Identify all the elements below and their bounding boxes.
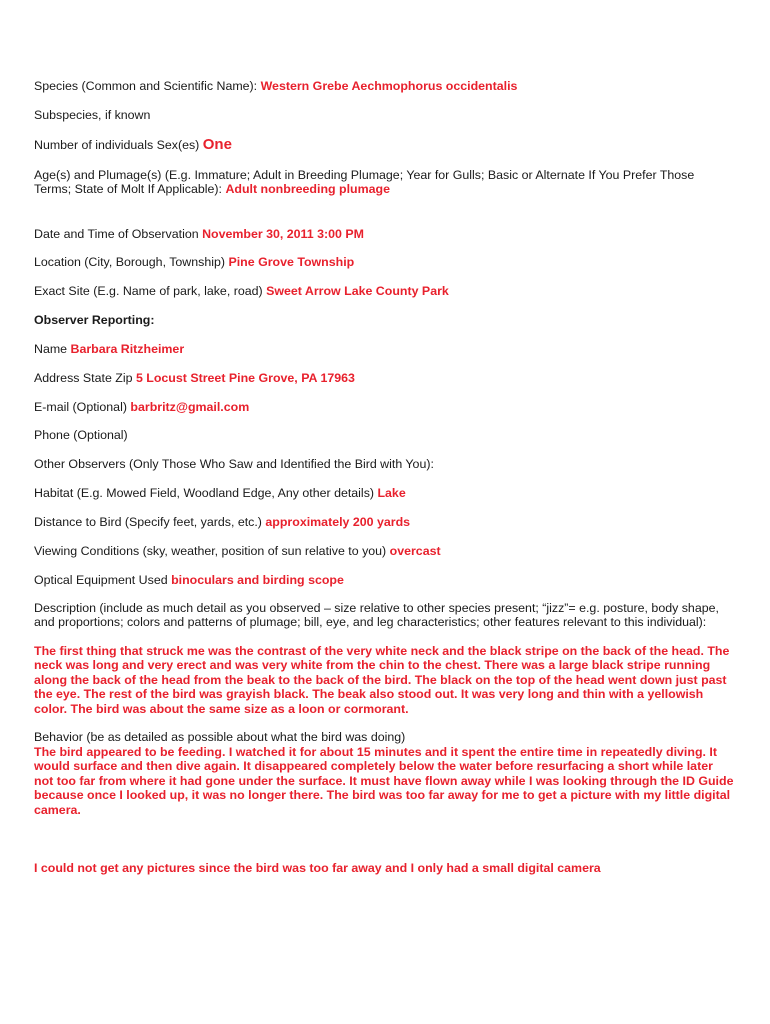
subspecies-row xyxy=(34,108,734,122)
name-row xyxy=(34,342,734,356)
optical-value: binoculars and birding scope xyxy=(171,573,344,587)
phone-label: Phone (Optional) xyxy=(34,428,128,442)
name-label: Name xyxy=(34,342,68,356)
email-value: barbritz@gmail.com xyxy=(130,400,250,414)
behavior-value: The bird appeared to be feeding. I watched it for about 15 minutes and it spent the entire time in repeatedly diving. It would surface and then dive again. It disappeared completely below the water before resurfacing a short while later not too far from where it had gone under the surface. It must have flown away while I was looking through the ID Guide because once I looked up, it was no longer there. The bird was too far away for me to get a picture with my little digital camera. xyxy=(34,745,734,817)
species-value: Western Grebe Aechmophorus occidentalis xyxy=(260,79,518,93)
site-label: Exact Site (E.g. Name of park, lake, road) xyxy=(34,284,263,298)
site-value: Sweet Arrow Lake County Park xyxy=(266,284,449,298)
distance-value: approximately 200 yards xyxy=(265,515,411,529)
viewing-row xyxy=(34,544,734,558)
location-value: Pine Grove Township xyxy=(228,255,355,269)
site-row xyxy=(34,284,734,298)
age-row xyxy=(34,168,734,197)
location-row xyxy=(34,255,734,269)
subspecies-label: Subspecies, if known xyxy=(34,108,151,122)
pictures-note: I could not get any pictures since the bird was too far away and I only had a small digital camera xyxy=(34,861,601,875)
age-label: Age(s) and Plumage(s) (E.g. Immature; Adult in Breeding Plumage; Year for Gulls; Basic or Alternate If You Prefer Those Terms; State of Molt If Applicable): xyxy=(34,168,695,197)
number-label: Number of individuals Sex(es) xyxy=(34,138,200,152)
optical-row xyxy=(34,573,734,587)
number-value: One xyxy=(202,136,232,153)
description-value: The first thing that struck me was the contrast of the very white neck and the black stripe on the back of the head. The neck was long and very erect and was very white from the chin to the chest. There was a large black stripe running along the back of the head from the beak to the back of the bird. The black on the top of the head went down just past the eye. The rest of the bird was grayish black. The beak also stood out. It was very long and thin with a yellowish color. The bird was about the same size as a loon or cormorant. xyxy=(34,644,730,716)
email-label: E-mail (Optional) xyxy=(34,400,127,414)
date-label: Date and Time of Observation xyxy=(34,227,199,241)
address-label: Address State Zip xyxy=(34,371,133,385)
optical-label: Optical Equipment Used xyxy=(34,573,168,587)
name-value: Barbara Ritzheimer xyxy=(70,342,185,356)
location-label: Location (City, Borough, Township) xyxy=(34,255,226,269)
date-row xyxy=(34,227,734,241)
address-row xyxy=(34,371,734,385)
others-row xyxy=(34,457,734,471)
viewing-value: overcast xyxy=(389,544,441,558)
behavior-label: Behavior (be as detailed as possible about what the bird was doing) xyxy=(34,730,406,744)
description-label: Description (include as much detail as you observed – size relative to other species present; “jizz”= e.g. posture, body shape, and proportions; colors and patterns of plumage; bill, eye, and leg characteristics; other features relevant to this individual): xyxy=(34,601,719,630)
address-value: 5 Locust Street Pine Grove, PA 17963 xyxy=(135,371,355,385)
habitat-label: Habitat (E.g. Mowed Field, Woodland Edge, Any other details) xyxy=(34,486,375,500)
distance-label: Distance to Bird (Specify feet, yards, etc.) xyxy=(34,515,262,529)
species-label: Species (Common and Scientific Name): xyxy=(34,79,258,93)
habitat-row xyxy=(34,486,734,500)
date-value: November 30, 2011 3:00 PM xyxy=(202,227,364,241)
observer-heading: Observer Reporting: xyxy=(34,313,155,327)
others-label: Other Observers (Only Those Who Saw and Identified the Bird with You): xyxy=(34,457,434,471)
species-row xyxy=(34,79,734,93)
email-row xyxy=(34,400,734,414)
habitat-value: Lake xyxy=(377,486,406,500)
distance-row xyxy=(34,515,734,529)
phone-row xyxy=(34,428,734,442)
age-value: Adult nonbreeding plumage xyxy=(225,182,390,197)
viewing-label: Viewing Conditions (sky, weather, position of sun relative to you) xyxy=(34,544,387,558)
number-row xyxy=(34,138,734,152)
